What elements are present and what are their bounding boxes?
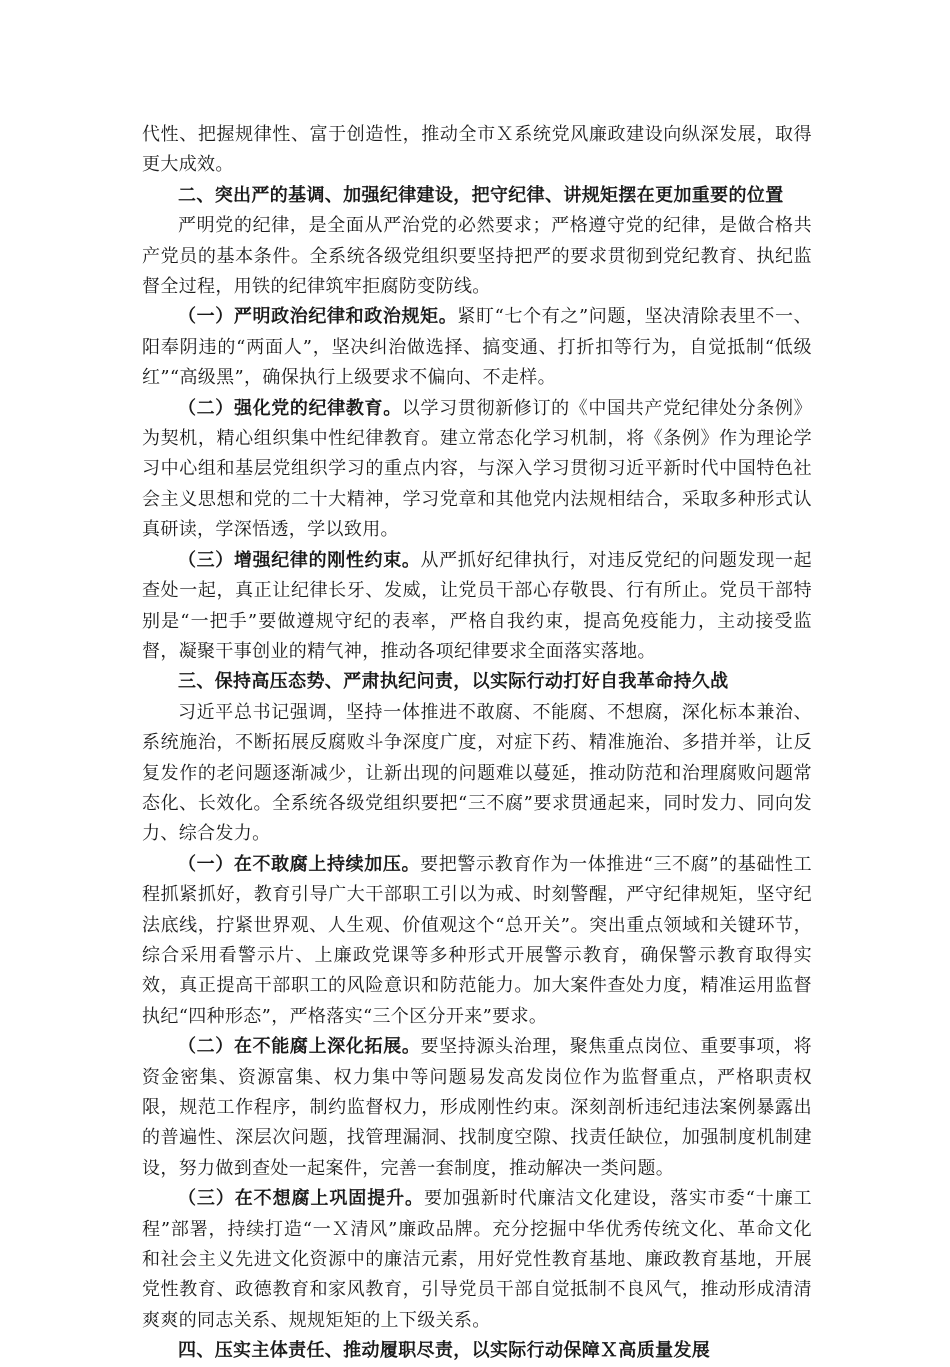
subsection-2-3-body: 要加强新时代廉洁文化建设，落实市委“十廉工程”部署，持续打造“一Ｘ清风”廉政品牌。充分挖掘中华优秀传统文化、革命文化和社会主义先进文化资源中的廉洁元素，用好党性教育基地、廉政教育基地，开展党性教育、政德教育和家风教育，引导党员干部自觉抵制不良风气，推动形成清清爽爽的同志关系、规规矩矩的上下级关系。 <box>142 1188 812 1331</box>
subsection-1-2-body: 以学习贯彻新修订的《中国共产党纪律处分条例》为契机，精心组织集中性纪律教育。建立常态化学习机制，将《条例》作为理论学习中心组和基层党组织学习的重点内容，与深入学习贯彻习近平新时代中国特色社会主义思想和党的二十大精神，学习党章和其他党内法规相结合，采取多种形式认真研读，学深悟透，学以致用。 <box>142 397 812 541</box>
subsection-1-1-title: （一）严明政治纪律和政治规矩。 <box>178 306 458 328</box>
subsection-2-1 <box>142 850 812 1032</box>
paragraph-discipline-intro: 严明党的纪律，是全面从严治党的必然要求；严格遵守党的纪律，是做合格共产党员的基本条件。全系统各级党组织要坚持把严的要求贯彻到党纪教育、执纪监督全过程，用铁的纪律筑牢拒腐防变防线。 <box>142 215 812 298</box>
subsection-1-3 <box>142 546 812 668</box>
subsection-2-2-title: （二）在不能腐上深化拓展。 <box>178 1036 421 1058</box>
subsection-2-1-title: （一）在不敢腐上持续加压。 <box>178 853 421 875</box>
subsection-2-2-body: 要坚持源头治理，聚焦重点岗位、重要事项，将资金密集、资源富集、权力集中等问题易发高发岗位作为监督重点，严格职责权限，规范工作程序，制约监督权力，形成刚性约束。深刻剖析违纪违法案例暴露出的普遍性、深层次问题，找管理漏洞、找制度空隙、找责任缺位，加强制度机制建设，努力做到查处一起案件，完善一套制度，推动解决一类问题。 <box>142 1036 812 1179</box>
subsection-2-1-body: 要把警示教育作为一体推进“三不腐”的基础性工程抓紧抓好，教育引导广大干部职工引以为戒、时刻警醒，严守纪律规矩，坚守纪法底线，拧紧世界观、人生观、价值观这个“总开关”。突出重点领域和关键环节，综合采用看警示片、上廉政党课等多种形式开展警示教育，确保警示教育取得实效，真正提高干部职工的风险意识和防范能力。加大案件查处力度，精准运用监督执纪“四种形态”，严格落实“三个区分开来”要求。 <box>142 853 812 1027</box>
subsection-2-2 <box>142 1032 812 1184</box>
subsection-1-3-body: 从严抓好纪律执行，对违反党纪的问题发现一起查处一起，真正让纪律长牙、发威，让党员干部心存敬畏、行有所止。党员干部特别是“一把手”要做遵规守纪的表率，严格自我约束，提高免疫能力，主动接受监督，凝聚干事创业的精气神，推动各项纪律要求全面落实落地。 <box>142 549 812 662</box>
subsection-1-3-title: （三）增强纪律的刚性约束。 <box>178 549 421 571</box>
section-heading-2: 二、突出严的基调、加强纪律建设，把守纪律、讲规矩摆在更加重要的位置 <box>178 184 784 206</box>
subsection-1-1-body: 紧盯“七个有之”问题，坚决清除表里不一、阳奉阴违的“两面人”，坚决纠治做选择、搞变通、打折扣等行为，自觉抵制“低级红”“高级黑”，确保执行上级要求不偏向、不走样。 <box>142 306 812 389</box>
subsection-1-2-title: （二）强化党的纪律教育。 <box>178 397 402 419</box>
subsection-1-1 <box>142 302 812 393</box>
subsection-2-3-title: （三）在不想腐上巩固提升。 <box>178 1188 424 1210</box>
section-heading-3: 三、保持高压态势、严肃执纪问责，以实际行动打好自我革命持久战 <box>178 671 729 693</box>
paragraph-continued: 代性、把握规律性、富于创造性，推动全市Ｘ系统党风廉政建设向纵深发展，取得更大成效。 <box>142 124 812 176</box>
document-page <box>142 120 812 1367</box>
section-heading-4: 四、压实主体责任、推动履职尽责，以实际行动保障Ｘ高质量发展 <box>178 1340 711 1362</box>
subsection-1-2 <box>142 394 812 546</box>
paragraph-three-no-corruption: 习近平总书记强调，坚持一体推进不敢腐、不能腐、不想腐，深化标本兼治、系统施治，不断拓展反腐败斗争深度广度，对症下药、精准施治、多措并举，让反复发作的老问题逐渐减少，让新出现的问题难以蔓延，推动防范和治理腐败问题常态化、长效化。全系统各级党组织要把“三不腐”要求贯通起来，同时发力、同向发力、综合发力。 <box>142 701 812 845</box>
subsection-2-3 <box>142 1184 812 1336</box>
